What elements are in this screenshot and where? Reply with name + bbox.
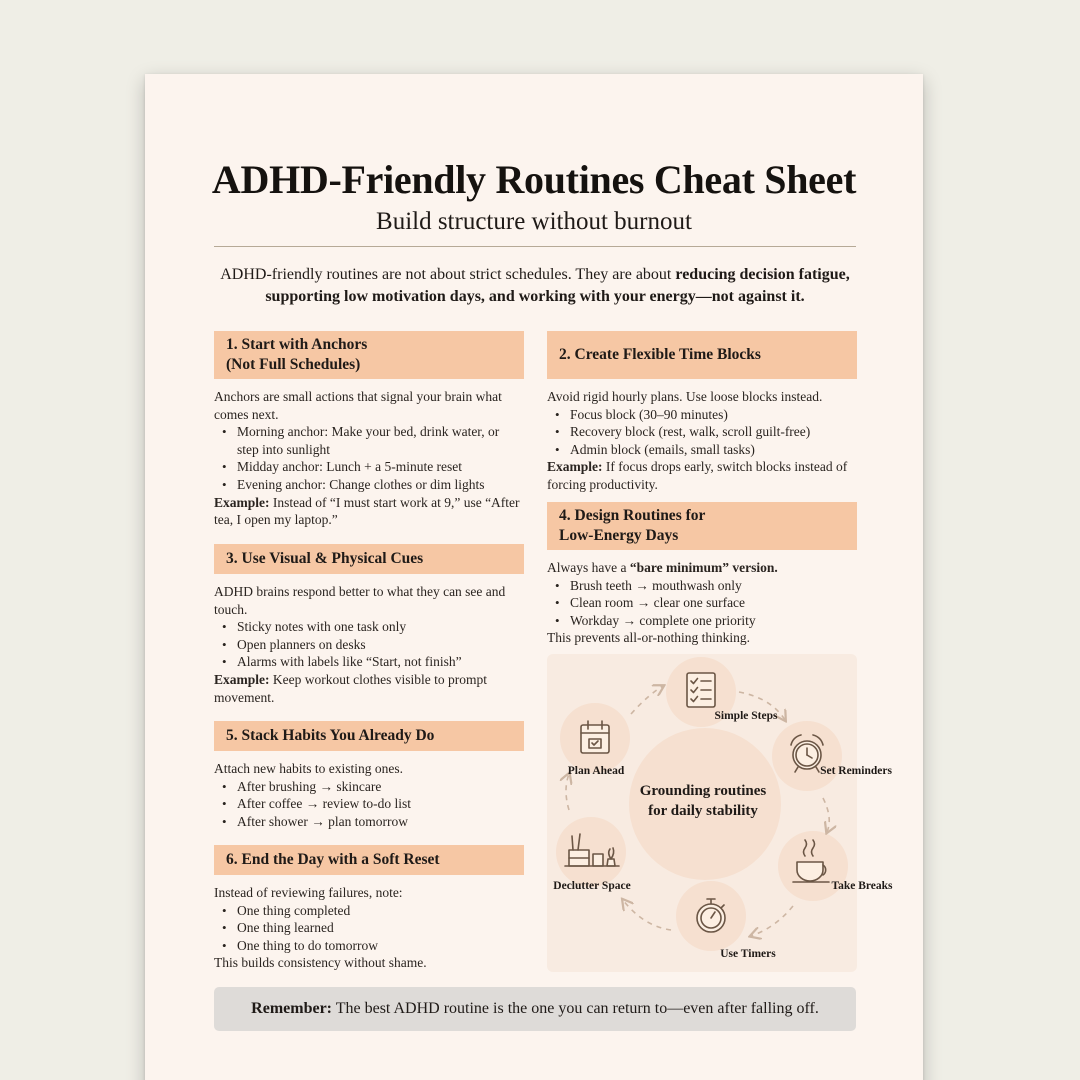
list-item: • Alarms with labels like “Start, not finish” — [214, 653, 524, 671]
section-visual-cues — [214, 544, 524, 706]
list-item: • Workday → complete one priority — [547, 612, 857, 630]
example-label: Example: — [547, 459, 603, 475]
node-label-declutter-space: Declutter Space — [553, 880, 631, 892]
list-item: • After shower → plan tomorrow — [214, 813, 524, 831]
section-intro: Anchors are small actions that signal your brain what comes next. — [214, 389, 502, 422]
section-intro: ADHD brains respond better to what they can see and touch. — [214, 584, 506, 617]
section-heading — [547, 502, 857, 550]
list-item: • Clean room → clear one surface — [547, 594, 857, 612]
arrow-icon — [751, 906, 793, 936]
section-intro: Attach new habits to existing ones. — [214, 761, 403, 776]
arrow-icon — [823, 798, 829, 832]
list-item: • Recovery block (rest, walk, scroll guilt-free) — [547, 423, 857, 441]
bullet-list — [547, 406, 857, 459]
section-intro — [547, 559, 857, 577]
intro-lead: ADHD-friendly routines are not about strict schedules. They are about — [220, 266, 676, 283]
list-item: • Morning anchor: Make your bed, drink water, or step into sunlight — [214, 423, 524, 458]
node-label-use-timers: Use Timers — [720, 948, 776, 960]
section-outro: This prevents all-or-nothing thinking. — [547, 630, 750, 646]
section-heading-line1: 1. Start with Anchors — [226, 336, 368, 353]
bullet-list — [214, 618, 524, 671]
bullet-list — [214, 778, 524, 831]
section-body — [214, 388, 524, 529]
page-subtitle: Build structure without burnout — [376, 208, 692, 235]
section-heading-text: 6. End the Day with a Soft Reset — [226, 851, 440, 868]
list-item: • After brushing → skincare — [214, 778, 524, 796]
page-title: ADHD-Friendly Routines Cheat Sheet — [211, 157, 857, 202]
section-heading — [214, 721, 524, 751]
list-item: • One thing to do tomorrow — [214, 937, 524, 955]
list-item: • One thing learned — [214, 919, 524, 937]
arrow-icon — [623, 900, 671, 930]
bullet-list — [214, 423, 524, 493]
title-divider — [214, 246, 856, 247]
bullet-list — [547, 577, 857, 630]
section-body — [214, 760, 524, 830]
section-body — [214, 884, 524, 972]
section-soft-reset — [214, 845, 524, 972]
intro-bold: reducing decision fatigue, supporting low motivation days, and working with your energy—not against it. — [265, 266, 850, 305]
example-label: Example: — [214, 671, 270, 687]
list-item: • Open planners on desks — [214, 636, 524, 654]
example-body: If focus drops early, switch blocks instead of forcing productivity. — [547, 459, 848, 492]
section-heading-text: 3. Use Visual & Physical Cues — [226, 550, 424, 567]
section-heading — [547, 331, 857, 379]
section-body — [547, 388, 857, 494]
node-circle-declutter-space — [556, 817, 626, 887]
remember-text: The best ADHD routine is the one you can return to—even after falling off. — [332, 1000, 819, 1017]
section-intro-lead: Always have a — [547, 560, 630, 575]
section-anchors — [214, 331, 524, 529]
cycle-center-text: Grounding routines for daily stability — [639, 783, 767, 819]
section-heading — [214, 331, 524, 379]
calendar-icon — [581, 721, 609, 753]
section-heading-line1: 4. Design Routines for — [559, 507, 706, 524]
section-low-energy — [547, 502, 857, 647]
section-intro-bold: “bare minimum” version. — [629, 560, 778, 575]
example-text — [214, 671, 524, 706]
example-body: Keep workout clothes visible to prompt movement. — [214, 671, 487, 705]
example-text — [547, 458, 857, 493]
list-item: • One thing completed — [214, 902, 524, 920]
node-label-simple-steps: Simple Steps — [714, 710, 778, 722]
section-intro: Avoid rigid hourly plans. Use loose blocks instead. — [547, 389, 823, 404]
list-item: • Midday anchor: Lunch + a 5-minute reset — [214, 458, 524, 476]
list-item: • Focus block (30–90 minutes) — [547, 406, 857, 424]
section-heading — [214, 544, 524, 574]
section-outro: This builds consistency without shame. — [214, 955, 427, 971]
section-body — [547, 559, 857, 647]
list-item: • Sticky notes with one task only — [214, 618, 524, 636]
list-item: • After coffee → review to-do list — [214, 795, 524, 813]
section-heading-text: 2. Create Flexible Time Blocks — [559, 346, 761, 363]
section-body — [214, 583, 524, 706]
node-label-set-reminders: Set Reminders — [820, 765, 892, 777]
intro-paragraph — [205, 264, 865, 308]
example-text — [214, 494, 524, 529]
arrow-icon — [631, 686, 663, 714]
checklist-icon — [687, 673, 715, 707]
section-time-blocks — [547, 331, 857, 494]
section-heading — [214, 845, 524, 875]
list-item: • Admin block (emails, small tasks) — [547, 441, 857, 459]
node-label-plan-ahead: Plan Ahead — [567, 765, 625, 777]
bullet-list — [214, 902, 524, 955]
section-heading-line2: (Not Full Schedules) — [226, 356, 361, 373]
example-label: Example: — [214, 494, 270, 510]
section-stack-habits — [214, 721, 524, 830]
arrow-icon — [566, 774, 569, 810]
list-item: • Evening anchor: Change clothes or dim lights — [214, 476, 524, 494]
section-heading-text: 5. Stack Habits You Already Do — [226, 727, 435, 744]
list-item: • Brush teeth → mouthwash only — [547, 577, 857, 595]
remember-callout — [214, 987, 856, 1031]
cheat-sheet-page — [145, 74, 923, 1080]
section-intro: Instead of reviewing failures, note: — [214, 885, 403, 900]
section-heading-line2: Low-Energy Days — [559, 527, 679, 544]
example-body: Instead of “I must start work at 9,” use “After tea, I open my laptop.” — [214, 494, 520, 528]
remember-label: Remember: — [251, 1000, 332, 1017]
node-label-take-breaks: Take Breaks — [831, 880, 893, 892]
